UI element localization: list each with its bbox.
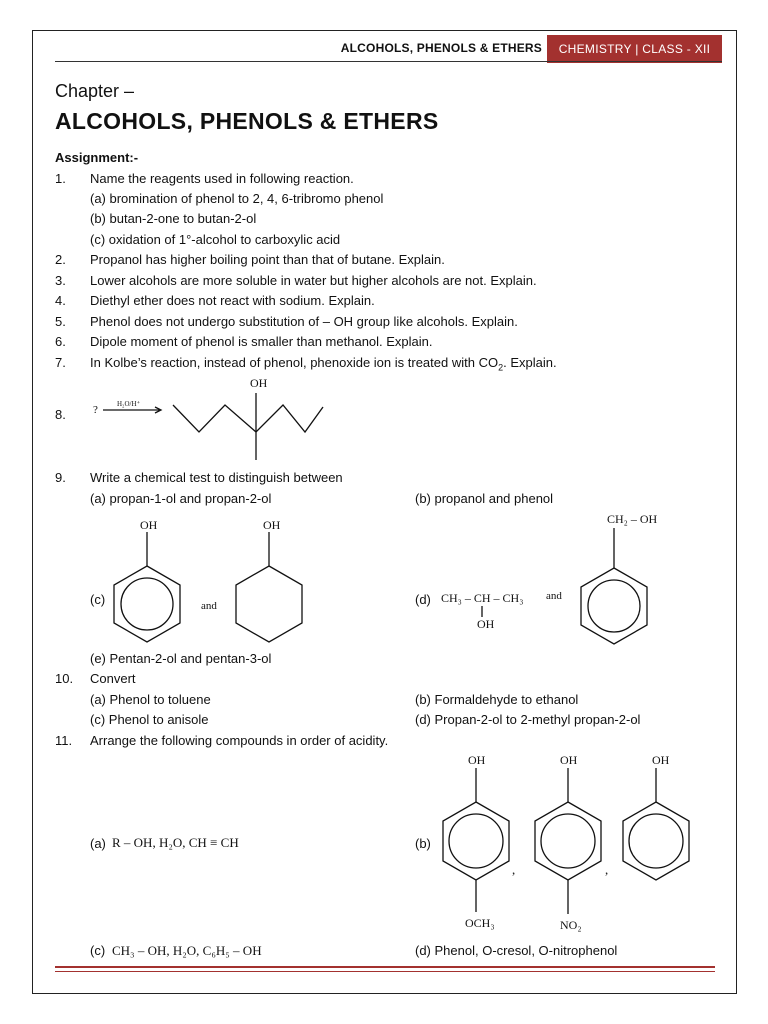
q4-number: 4. bbox=[55, 293, 66, 308]
q9c-and: and bbox=[201, 600, 217, 612]
chapter-title: ALCOHOLS, PHENOLS & ETHERS bbox=[55, 108, 439, 134]
q2-text: Propanol has higher boiling point than that of butane. Explain. bbox=[90, 252, 445, 267]
q9d-benzyl-group: CH₂ – OH bbox=[607, 512, 658, 526]
q11-option-b-label: (b) bbox=[415, 836, 431, 851]
q9d-isopropanol-oh: OH bbox=[477, 617, 495, 631]
q11b-comma-1: , bbox=[512, 862, 516, 877]
q11c-formula: CH₃ – OH, H₂O, C₆H₅ – OH bbox=[112, 943, 262, 958]
q5-text: Phenol does not undergo substitution of – OH group like alcohols. Explain. bbox=[90, 314, 518, 329]
q8-question-mark: ? bbox=[93, 404, 98, 416]
q8-product-skeleton bbox=[173, 405, 323, 432]
q5-number: 5. bbox=[55, 314, 66, 329]
q7-number: 7. bbox=[55, 355, 66, 370]
chapter-label: Chapter – bbox=[55, 81, 135, 101]
q9-option-c-label: (c) bbox=[90, 592, 106, 607]
q11-option-a-label: (a) bbox=[90, 836, 106, 851]
q9-text: Write a chemical test to distinguish between bbox=[90, 470, 343, 485]
q9-option-b: (b) propanol and phenol bbox=[415, 491, 554, 506]
q1-number: 1. bbox=[55, 171, 66, 186]
q2-number: 2. bbox=[55, 252, 66, 267]
q9-number: 9. bbox=[55, 470, 66, 485]
q11b-nitro-group: NO₂ bbox=[560, 918, 582, 932]
q11-option-d: (d) Phenol, O-cresol, O-nitrophenol bbox=[415, 943, 618, 958]
q11b-oh-2: OH bbox=[560, 753, 578, 767]
header-topic: ALCOHOLS, PHENOLS & ETHERS bbox=[340, 41, 542, 55]
footer-rule-thin bbox=[55, 971, 715, 972]
q3-number: 3. bbox=[55, 273, 66, 288]
q4-text: Diethyl ether does not react with sodium. Explain. bbox=[90, 293, 375, 308]
q6-text: Dipole moment of phenol is smaller than methanol. Explain. bbox=[90, 334, 433, 349]
q11-number: 11. bbox=[55, 733, 73, 748]
q9-option-d-label: (d) bbox=[415, 592, 431, 607]
q3-text: Lower alcohols are more soluble in water but higher alcohols are not. Explain. bbox=[90, 273, 537, 288]
q11b-phenol-ring bbox=[623, 768, 689, 880]
q10-option-d: (d) Propan-2-ol to 2-methyl propan-2-ol bbox=[415, 712, 641, 727]
q11b-oh-1: OH bbox=[468, 753, 486, 767]
q11b-oh-3: OH bbox=[652, 753, 670, 767]
q9c-cyclohexanol-oh: OH bbox=[263, 518, 281, 532]
q8-oh-label: OH bbox=[250, 376, 268, 390]
q9-option-a: (a) propan-1-ol and propan-2-ol bbox=[90, 491, 272, 506]
q9d-benzyl-ring bbox=[581, 528, 647, 644]
q11b-methoxyphenol-ring bbox=[443, 768, 509, 912]
q1-option-b: (b) butan-2-one to butan-2-ol bbox=[90, 211, 257, 226]
q11-text: Arrange the following compounds in order of acidity. bbox=[90, 733, 389, 748]
q10-option-b: (b) Formaldehyde to ethanol bbox=[415, 692, 579, 707]
q9c-phenol-ring bbox=[114, 532, 180, 642]
q8-reagent: H₂O/H⁺ bbox=[117, 400, 141, 408]
q9-option-e: (e) Pentan-2-ol and pentan-3-ol bbox=[90, 651, 272, 666]
header-subject-badge: CHEMISTRY | CLASS - XII bbox=[547, 35, 722, 63]
q1-text: Name the reagents used in following reaction. bbox=[90, 171, 354, 186]
assignment-label: Assignment:- bbox=[55, 150, 139, 165]
q8-number: 8. bbox=[55, 407, 66, 422]
q11a-formula: R – OH, H₂O, CH ≡ CH bbox=[112, 835, 239, 850]
q11b-methoxy-group: OCH₃ bbox=[465, 916, 495, 930]
q6-number: 6. bbox=[55, 334, 66, 349]
q11b-comma-2: , bbox=[605, 862, 609, 877]
q11b-nitrophenol-ring bbox=[535, 768, 601, 914]
q9d-and: and bbox=[546, 590, 562, 602]
q10-text: Convert bbox=[90, 671, 136, 686]
q7-text: In Kolbe’s reaction, instead of phenol, phenoxide ion is treated with $CO_2$. Explain. bbox=[90, 355, 557, 373]
q9c-cyclohexanol-ring bbox=[236, 532, 302, 642]
q1-option-a: (a) bromination of phenol to 2, 4, 6-tribromo phenol bbox=[90, 191, 384, 206]
footer-rule-thick bbox=[55, 966, 715, 968]
q1-option-c: (c) oxidation of 1°-alcohol to carboxylic acid bbox=[90, 232, 341, 247]
q10-option-a: (a) Phenol to toluene bbox=[90, 692, 211, 707]
q11-option-c-label: (c) bbox=[90, 943, 106, 958]
q9d-isopropanol-formula: CH₃ – CH – CH₃ bbox=[441, 591, 524, 605]
q9c-phenol-oh: OH bbox=[140, 518, 158, 532]
q10-option-c: (c) Phenol to anisole bbox=[90, 712, 209, 727]
q10-number: 10. bbox=[55, 671, 74, 686]
